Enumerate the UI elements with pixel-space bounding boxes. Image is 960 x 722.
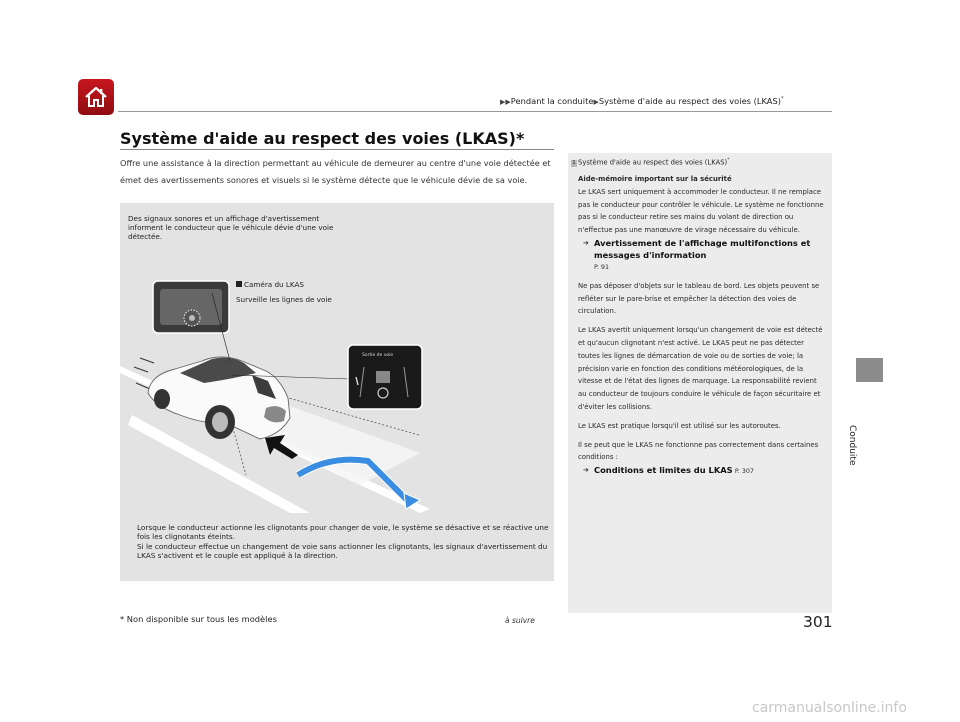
notes-header-text: Système d'aide au respect des voies (LKAS) xyxy=(578,158,728,167)
notes-header xyxy=(571,158,729,167)
speed-streak xyxy=(140,358,154,363)
note-highways: Le LKAS est pratique lorsqu'il est utilisé sur les autoroutes. xyxy=(578,421,781,430)
xref-display-messages[interactable] xyxy=(578,237,826,274)
note-dashboard-objects: Ne pas déposer d'objets sur le tableau de bord. Les objets peuvent se refléter sur le pare-brise et empêcher la détection des voies de circulation. xyxy=(578,281,820,316)
xref-lkas-conditions-page[interactable]: P. 307 xyxy=(734,467,754,476)
note-conditions: Il se peut que le LKAS ne fonctionne pas correctement dans certaines conditions : xyxy=(578,440,819,462)
caption-turn-signal: Lorsque le conducteur actionne les clignotants pour changer de voie, le système se désactive et se réactive une fois les clignotants éteints. xyxy=(137,523,549,542)
note-number-badge: 1 xyxy=(572,160,576,167)
speed-streak xyxy=(134,367,148,372)
bullet-square-icon xyxy=(236,281,242,287)
camera-description: Surveille les lignes de voie xyxy=(236,295,332,304)
xref-lkas-conditions-title[interactable]: Conditions et limites du LKAS xyxy=(594,465,733,476)
caption-lane-change: Si le conducteur effectue un changement de voie sans actionner les clignotants, les signaux d'avertissement du LKAS s'activent et le couple est appliqué à la direction. xyxy=(137,541,548,560)
xref-lkas-conditions[interactable] xyxy=(578,464,826,478)
header-rule xyxy=(118,111,832,112)
camera-label xyxy=(236,280,304,289)
vehicle xyxy=(148,357,290,439)
breadcrumb-asterisk: * xyxy=(780,96,784,103)
xref-arrow-icon: ➔ xyxy=(583,466,589,475)
page-number: 301 xyxy=(803,613,833,631)
breadcrumb-arrow-icon: ▶ xyxy=(593,98,599,106)
warning-display-text: Sortie de voie xyxy=(362,353,394,358)
xref-arrow-icon: ➔ xyxy=(583,238,589,247)
notes-header-asterisk: * xyxy=(727,158,730,163)
home-button[interactable] xyxy=(78,79,114,115)
breadcrumb xyxy=(500,96,783,106)
notes-body xyxy=(578,173,826,478)
page-title: Système d'aide au respect des voies (LKAS)* xyxy=(120,129,525,148)
title-rule xyxy=(120,149,554,150)
lkas-illustration xyxy=(120,203,554,581)
notes-panel xyxy=(568,153,832,613)
breadcrumb-item-lkas[interactable]: Système d'aide au respect des voies (LKAS) xyxy=(598,96,781,106)
figure-caption-bottom xyxy=(137,523,549,560)
breadcrumb-arrow-icon: ▶▶ xyxy=(500,98,511,106)
continue-label: à suivre xyxy=(505,616,535,625)
intro-text: Offre une assistance à la direction permettant au véhicule de demeurer au centre d'une voie détectée et émet des avertissements sonores et visuels si le système détecte que le véhicule dévie de sa voie. xyxy=(120,158,551,185)
section-tab-label: Conduite xyxy=(847,425,857,466)
safety-memo-text: Le LKAS sert uniquement à accommoder le conducteur. Il ne remplace pas le conducteur pour contrôler le véhicule. Le système ne fonctionne pas si le conducteur retire ses mains du volant de direction ou n'effectue pas une manœuvre de virage nécessaire du véhicule. xyxy=(578,187,824,235)
figure-caption-top: Des signaux sonores et un affichage d'avertissement informent le conducteur que le véhicule dévie d'une voie détectée. xyxy=(128,214,334,241)
section-tab[interactable] xyxy=(856,358,883,382)
safety-memo-title: Aide-mémoire important sur la sécurité xyxy=(578,175,732,183)
note-lkas-limits: Le LKAS avertit uniquement lorsqu'un changement de voie est détecté et qu'aucun clignotant n'est activé. Le LKAS peut ne pas détecter toutes les lignes de démarcation de voie ou de sorties de voie; la précision varie en fonction des conditions météorologiques, de la vitesse et de l'état des lignes de marquage. La responsabilité revient au conducteur de toujours conduire le véhicule de façon sécuritaire et d'éviter les collisions. xyxy=(578,326,823,411)
footnote: * Non disponible sur tous les modèles xyxy=(120,614,277,624)
camera-label-text: Caméra du LKAS xyxy=(244,280,304,289)
xref-display-messages-page[interactable]: P. 91 xyxy=(594,262,610,271)
breadcrumb-item-driving[interactable]: Pendant la conduite xyxy=(510,96,594,106)
home-icon xyxy=(84,86,108,108)
xref-display-messages-title[interactable]: Avertissement de l'affichage multifonctions et messages d'information xyxy=(594,237,811,260)
watermark: carmanualsonline.info xyxy=(752,700,907,716)
